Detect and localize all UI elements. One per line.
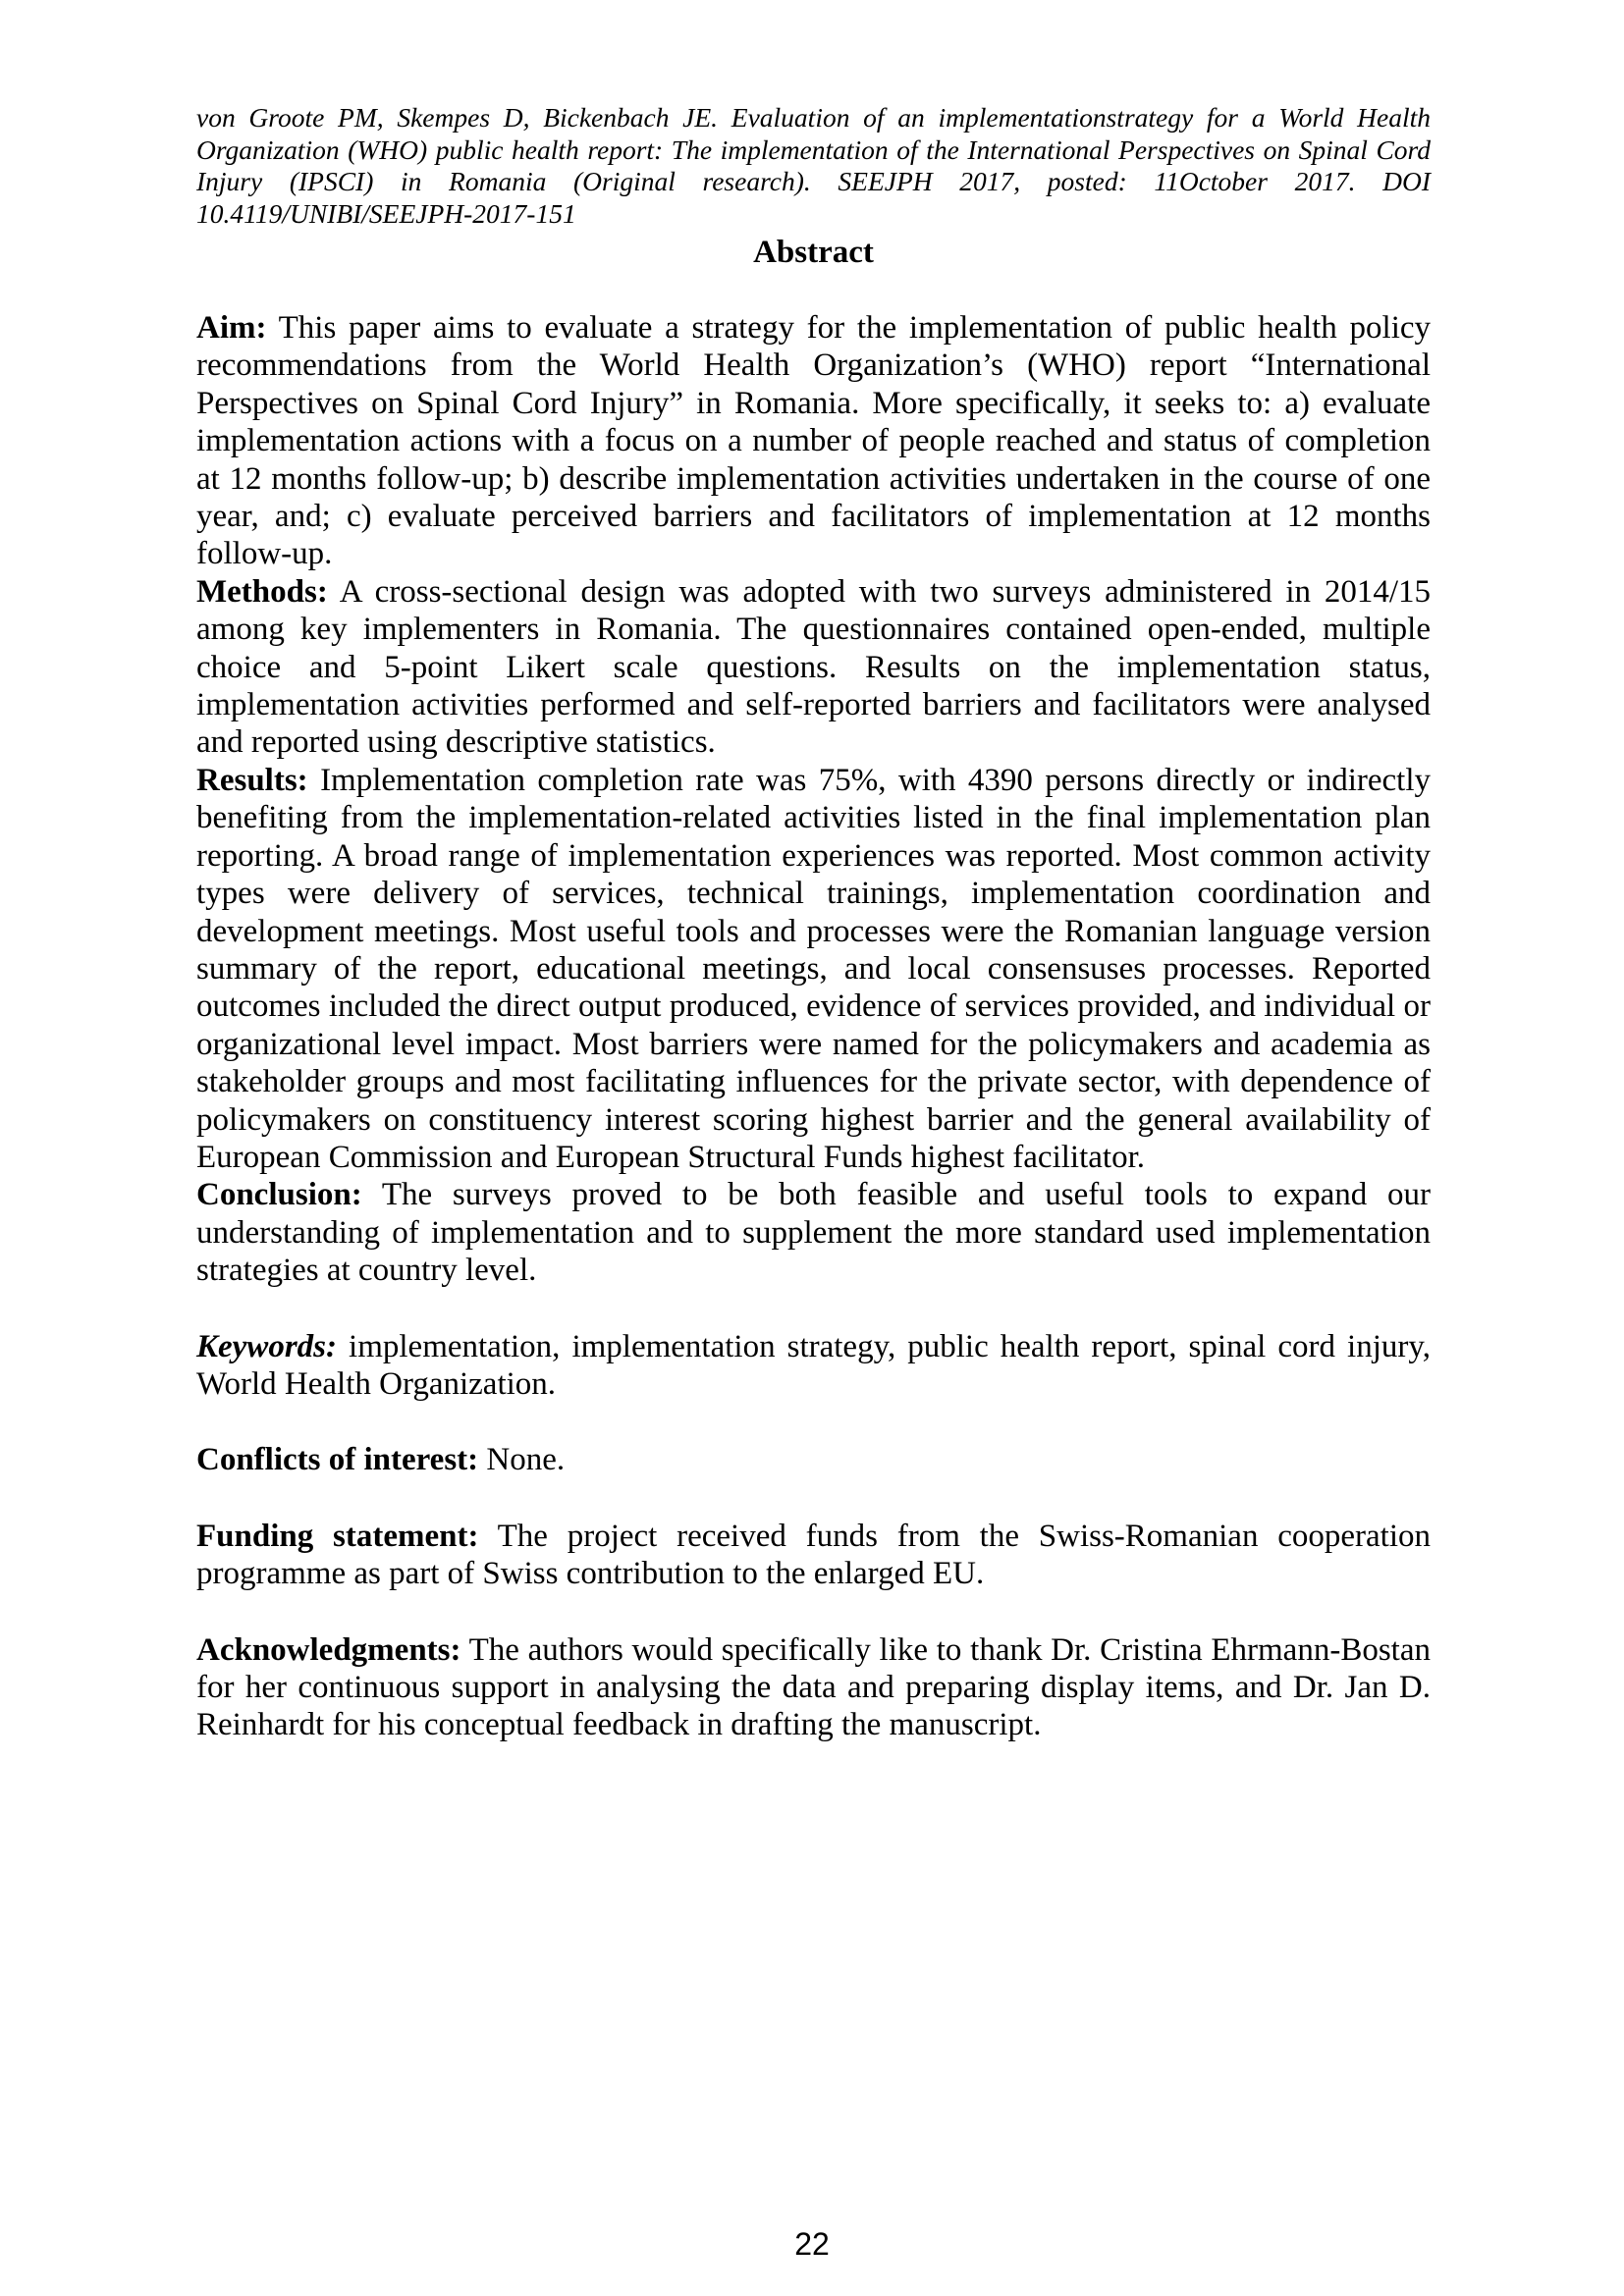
funding-text: The project received funds from the Swiss-Romanian cooperation programme as part of Swiss contribution to the enlarged EU. [196,1518,1431,1592]
abstract-body [196,309,1431,1744]
conclusion-paragraph [196,1176,1431,1289]
citation-header: von Groote PM, Skempes D, Bickenbach JE. Evaluation of an implementationstrategy for a World Health Organization (WHO) public health report: The implementation of the International Perspectives on Spinal Cord Injury (IPSCI) in Romania (Original research). SEEJPH 2017, posted: 11October 2017. DOI 10.4119/UNIBI/SEEJPH-2017-151 [196,102,1431,229]
abstract-title: Abstract [753,235,874,270]
conflicts-paragraph [196,1441,1431,1478]
aim-paragraph [196,309,1431,573]
conflicts-text: None. [486,1442,566,1478]
acknowledgments-text: The authors would specifically like to thank Dr. Cristina Ehrmann-Bostan for her continuous support in analysing the data and preparing display items, and Dr. Jan D. Reinhardt for his conceptual feedback in drafting the manuscript. [196,1631,1431,1743]
conflicts-label: Conflicts of interest: [196,1442,479,1478]
funding-label: Funding statement: [196,1518,479,1554]
funding-paragraph [196,1518,1431,1593]
methods-label: Methods: [196,573,328,610]
keywords-label: Keywords: [196,1328,337,1364]
aim-text: This paper aims to evaluate a strategy for the implementation of public health policy recommendations from the World Health Organization’s (WHO) report “International Perspectives on Spinal Cord Injury” in Romania. More specifically, it seeks to: a) evaluate implementation actions with a focus on a number of people reached and status of completion at 12 months follow-up; b) describe implementation activities undertaken in the course of one year, and; c) evaluate perceived barriers and facilitators of implementation at 12 months follow-up. [196,310,1432,572]
acknowledgments-label: Acknowledgments: [196,1631,461,1668]
methods-paragraph [196,573,1431,762]
aim-label: Aim: [196,310,267,346]
page-number: 22 [794,2226,830,2262]
results-label: Results: [196,762,308,798]
results-text: Implementation completion rate was 75%, with 4390 persons directly or indirectly benefiting from the implementation-related activities listed in the final implementation plan reporting. A broad range of implementation experiences was reported. Most common activity types were delivery of services, technical trainings, implementation coordination and development meetings. Most useful tools and processes were the Romanian language version summary of the report, educational meetings, and local consensuses processes. Reported outcomes included the direct output produced, evidence of services provided, and individual or organizational level impact. Most barriers were named for the policymakers and academia as stakeholder groups and most facilitating influences for the private sector, with dependence of policymakers on constituency interest scoring highest barrier and the general availability of European Commission and European Structural Funds highest facilitator. [196,762,1431,1175]
conclusion-label: Conclusion: [196,1177,362,1213]
acknowledgments-paragraph [196,1631,1431,1744]
keywords-paragraph [196,1328,1431,1404]
page-content [196,102,1431,1744]
keywords-text: implementation, implementation strategy, public health report, spinal cord injury, World Health Organization. [196,1328,1431,1402]
conclusion-text: The surveys proved to be both feasible and useful tools to expand our understanding of implementation and to supplement the more standard used implementation strategies at country level. [196,1177,1432,1289]
methods-text: A cross-sectional design was adopted with two surveys administered in 2014/15 among key implementers in Romania. The questionnaires contained open-ended, multiple choice and 5-point Likert scale questions. Results on the implementation status, implementation activities performed and self-reported barriers and facilitators were analysed and reported using descriptive statistics. [196,573,1431,761]
results-paragraph [196,762,1431,1176]
